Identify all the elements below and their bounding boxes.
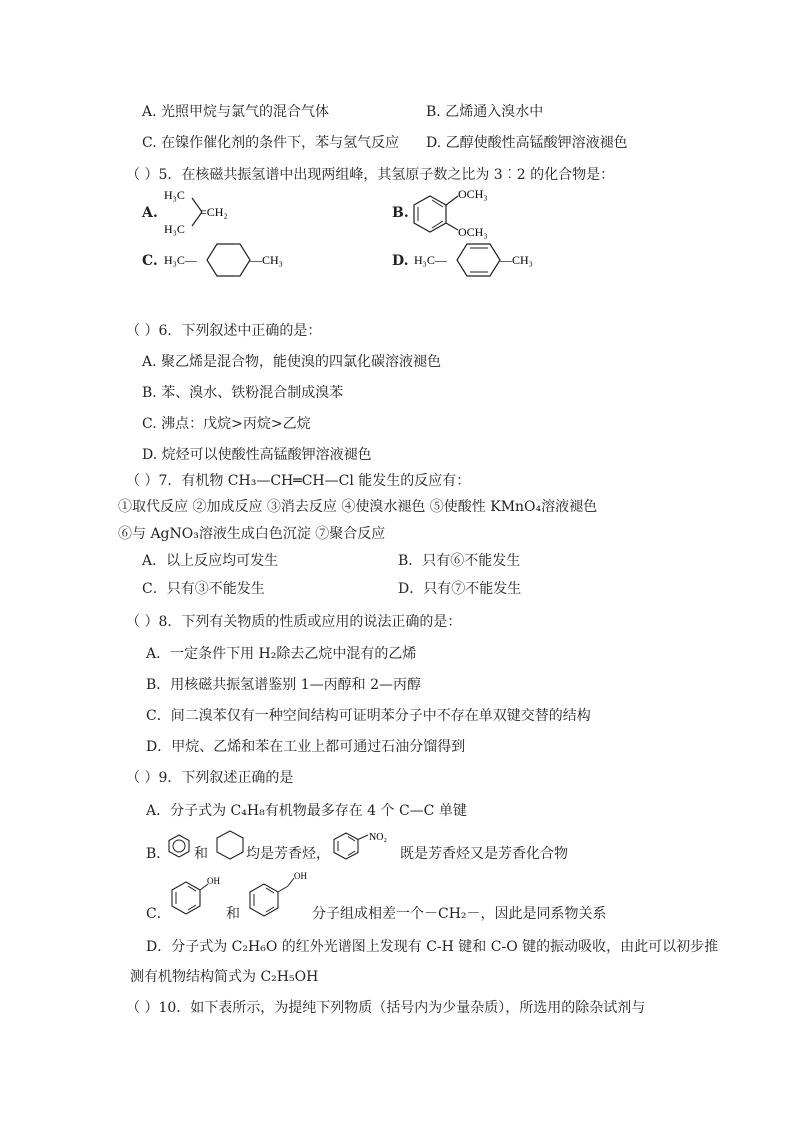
q7-option-c: C．只有③不能发生	[142, 581, 265, 597]
q5-d-h3c: H₃C—	[414, 253, 447, 267]
q5-a-h3c-bottom: H₃C	[164, 222, 185, 236]
q5-option-d-label: D.	[392, 253, 409, 269]
q5-c-h3c: H₃C—	[164, 253, 197, 267]
q4-option-c: C. 在镍作催化剂的条件下，苯与氢气反应	[142, 135, 400, 151]
q7-option-a: A．以上反应均可发生	[142, 553, 279, 569]
q4-option-d: D. 乙醇使酸性高锰酸钾溶液褪色	[426, 135, 628, 151]
q8-option-a: A．一定条件下用 H₂除去乙烷中混有的乙烯	[146, 646, 417, 662]
q9-option-d-line2: 测有机物结构简式为 C₂H₅OH	[130, 969, 319, 985]
q7-reaction-list-1: ①取代反应 ②加成反应 ③消去反应 ④使溴水褪色 ⑤使酸性 KMnO₄溶液褪色	[118, 499, 598, 515]
q5-stem: （ ）5．在核磁共振氢谱中出现两组峰，其氢原子数之比为 3︰2 的化合物是：	[126, 167, 615, 183]
q5-structure-b	[408, 184, 518, 242]
q9-option-b-end: 既是芳香烃又是芳香化合物	[400, 846, 568, 862]
q7-option-d: D．只有⑦不能发生	[398, 581, 522, 597]
q5-d-ch3: —CH₃	[500, 253, 533, 267]
q9-phenol-icon	[168, 874, 220, 918]
q9-stem: （ ）9．下列叙述正确的是	[126, 770, 294, 786]
q9-option-c-label: C．	[146, 906, 171, 922]
q4-option-a: A. 光照甲烷与氯气的混合气体	[142, 104, 330, 120]
q9-option-b-label: B．	[146, 846, 171, 862]
q5-option-a-label: A.	[142, 205, 158, 221]
q8-option-d: D．甲烷、乙烯和苯在工业上都可通过石油分馏得到	[146, 739, 466, 755]
q6-option-d: D. 烷烃可以使酸性高锰酸钾溶液褪色	[142, 447, 372, 463]
q5-a-ch2: =CH₂	[200, 205, 228, 219]
q9-option-a: A．分子式为 C₄H₈有机物最多存在 4 个 C—C 单键	[146, 803, 467, 819]
q10-stem: （ ）10．如下表所示，为提纯下列物质（括号内为少量杂质），所选用的除杂试剂与	[126, 1000, 646, 1016]
q5-option-b-label: B.	[392, 205, 409, 221]
q8-stem: （ ）8．下列有关物质的性质或应用的说法正确的是：	[126, 614, 462, 630]
q9-option-b-middle: 均是芳香烃，	[246, 846, 330, 862]
q6-option-b: B. 苯、溴水、铁粉混合制成溴苯	[142, 385, 344, 401]
q9-cyclohexane-icon	[214, 829, 246, 861]
q7-reaction-list-2: ⑥与 AgNO₃溶液生成白色沉淀 ⑦聚合反应	[118, 526, 386, 542]
q9-benzyl-alcohol-icon	[246, 870, 312, 920]
q9-option-c-end: 分子组成相差一个－CH₂－，因此是同系物关系	[312, 906, 607, 922]
q8-option-b: B．用核磁共振氢谱鉴别 1—丙醇和 2—丙醇	[146, 677, 422, 693]
q9-option-d-line1: D．分子式为 C₂H₆O 的红外光谱图上发现有 C-H 键和 C-O 键的振动吸收，由此可以初步推	[146, 939, 719, 955]
q9-nitrobenzene-icon	[330, 829, 400, 861]
q5-a-h3c-top: H₃C	[164, 188, 185, 202]
q4-option-b: B. 乙烯通入溴水中	[426, 104, 544, 120]
q9-option-c-and: 和	[226, 906, 240, 922]
q5-structure-c	[162, 236, 292, 282]
q5-structure-d	[412, 236, 542, 282]
q5-structure-a	[162, 186, 252, 238]
q5-b-och3-top: OCH₃	[458, 187, 488, 201]
q6-option-a: A. 聚乙烯是混合物，能使溴的四氯化碳溶液褪色	[142, 354, 442, 370]
q9-option-b-and: 和	[194, 846, 208, 862]
q7-option-b: B．只有⑥不能发生	[398, 553, 521, 569]
q9-phenol-oh: OH	[207, 876, 220, 886]
q6-option-c: C. 沸点：戊烷>丙烷>乙烷	[142, 416, 311, 432]
q9-benzene-icon	[166, 833, 192, 859]
q5-option-c-label: C.	[142, 253, 158, 269]
q8-option-c: C．间二溴苯仅有一种空间结构可证明苯分子中不存在单双键交替的结构	[146, 708, 591, 724]
q9-no2-label: NO₂	[369, 832, 387, 843]
q5-c-ch3: —CH₃	[250, 253, 283, 267]
q7-stem: （ ）7．有机物 CH₃—CH═CH—Cl 能发生的反应有：	[126, 473, 471, 489]
q5-b-och3-bottom: OCH₃	[458, 225, 488, 239]
q9-benzyl-oh: OH	[294, 871, 307, 881]
q6-stem: （ ）6．下列叙述中正确的是：	[126, 323, 322, 339]
